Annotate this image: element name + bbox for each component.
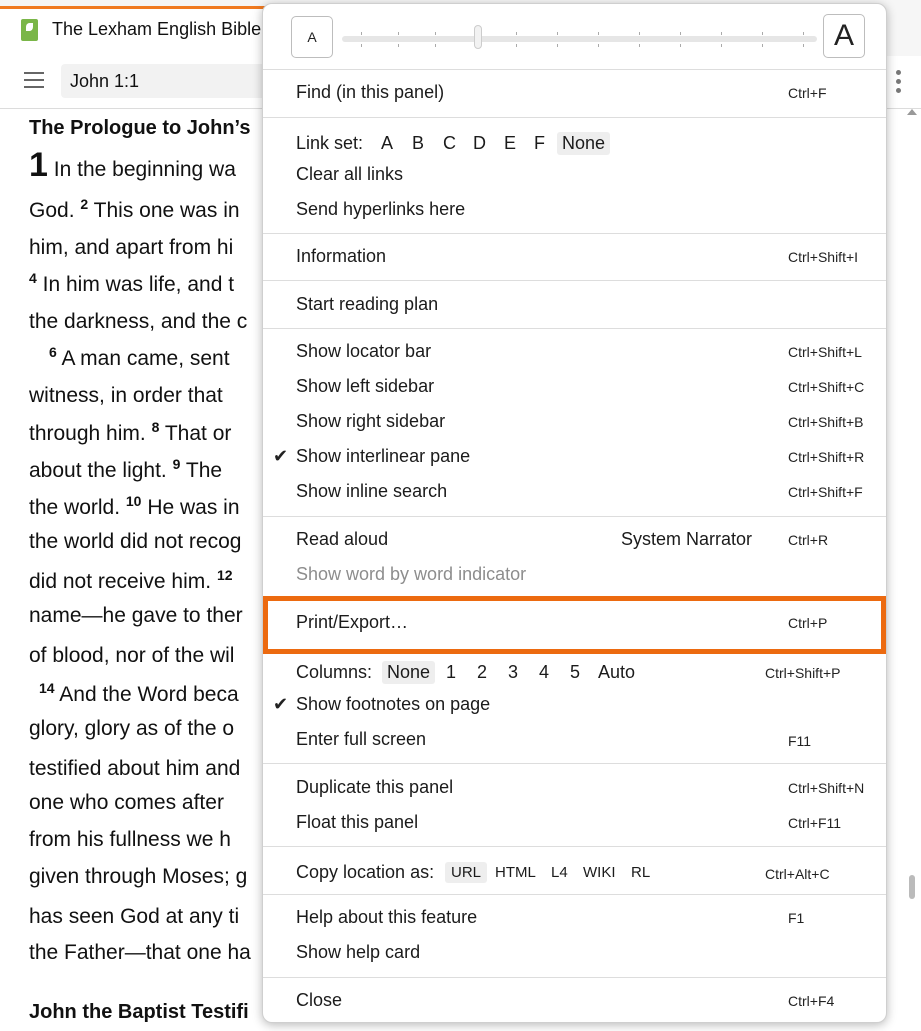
more-options-icon[interactable] bbox=[896, 70, 902, 94]
verse-text: through him. bbox=[29, 422, 146, 445]
shortcut-interlinear-pane: Ctrl+Shift+R bbox=[788, 449, 865, 465]
shortcut-close: Ctrl+F4 bbox=[788, 993, 835, 1009]
menu-duplicate-panel[interactable]: Duplicate this panel bbox=[296, 777, 454, 797]
verse-number[interactable]: 6 bbox=[49, 344, 57, 360]
verse-text: the Father—that one ha bbox=[29, 941, 251, 964]
verse-number[interactable]: 14 bbox=[39, 680, 55, 696]
menu-clear-links[interactable]: Clear all links bbox=[296, 164, 404, 184]
verse-text: testified about him and bbox=[29, 757, 241, 780]
scroll-up-icon[interactable] bbox=[907, 109, 917, 115]
checkmark-icon: ✔ bbox=[273, 694, 289, 714]
menu-locator-bar[interactable]: Show locator bar bbox=[296, 341, 432, 361]
link-set-option-f[interactable]: F bbox=[534, 133, 545, 153]
decrease-font-button[interactable]: A bbox=[291, 16, 333, 58]
print-export-highlight bbox=[263, 596, 886, 654]
menu-reading-plan[interactable]: Start reading plan bbox=[296, 294, 439, 314]
shortcut-copy-location: Ctrl+Alt+C bbox=[765, 866, 830, 882]
read-aloud-voice[interactable]: System Narrator bbox=[621, 529, 753, 549]
section-heading: John the Baptist Testifi bbox=[29, 1001, 249, 1023]
verse-text: name—he gave to ther bbox=[29, 604, 243, 627]
verse-number[interactable]: 9 bbox=[172, 456, 181, 472]
link-set-option-c[interactable]: C bbox=[443, 133, 456, 153]
copy-location-rl[interactable]: RL bbox=[631, 864, 651, 881]
shortcut-information: Ctrl+Shift+I bbox=[788, 249, 859, 265]
link-set-option-none[interactable]: None bbox=[557, 132, 610, 155]
verse-number[interactable]: 12 bbox=[216, 567, 233, 583]
panel-context-menu bbox=[262, 3, 887, 1023]
bible-book-icon bbox=[21, 19, 38, 41]
copy-location-url[interactable]: URL bbox=[445, 862, 487, 883]
shortcut-left-sidebar: Ctrl+Shift+C bbox=[788, 379, 865, 395]
verse-number[interactable]: 4 bbox=[29, 270, 37, 286]
menu-footnotes[interactable]: Show footnotes on page bbox=[296, 694, 491, 714]
menu-help-card[interactable]: Show help card bbox=[296, 942, 421, 962]
menu-help-feature[interactable]: Help about this feature bbox=[296, 907, 478, 927]
columns-option-none[interactable]: None bbox=[382, 661, 435, 684]
tab-title[interactable]: The Lexham English Bible bbox=[52, 19, 262, 39]
menu-close[interactable]: Close bbox=[296, 990, 343, 1010]
copy-location-label: Copy location as: bbox=[296, 862, 435, 882]
verse-number[interactable]: 8 bbox=[151, 419, 160, 435]
copy-location-l4[interactable]: L4 bbox=[551, 864, 568, 881]
shortcut-print-export: Ctrl+P bbox=[788, 615, 828, 631]
verse-text: of blood, nor of the wil bbox=[29, 644, 235, 667]
copy-location-wiki[interactable]: WIKI bbox=[583, 864, 616, 881]
verse-text: one who comes after bbox=[29, 791, 224, 814]
verse-text: That or bbox=[164, 422, 232, 445]
checkmark-icon: ✔ bbox=[273, 446, 289, 466]
shortcut-inline-search: Ctrl+Shift+F bbox=[788, 484, 863, 500]
menu-right-sidebar[interactable]: Show right sidebar bbox=[296, 411, 446, 431]
menu-left-sidebar[interactable]: Show left sidebar bbox=[296, 376, 435, 396]
columns-option-5[interactable]: 5 bbox=[570, 662, 581, 682]
section-heading: The Prologue to John’s bbox=[29, 117, 251, 139]
shortcut-help-feature: F1 bbox=[788, 910, 805, 926]
verse-text: glory, glory as of the o bbox=[29, 717, 235, 740]
verse-text: about the light. bbox=[29, 459, 167, 482]
menu-read-aloud[interactable]: Read aloud bbox=[296, 529, 389, 549]
verse-text: In the beginning wa bbox=[53, 158, 236, 181]
menu-icon[interactable] bbox=[24, 72, 44, 88]
link-set-option-e[interactable]: E bbox=[504, 133, 517, 153]
shortcut-right-sidebar: Ctrl+Shift+B bbox=[788, 414, 864, 430]
verse-text: witness, in order that bbox=[29, 384, 223, 407]
verse-number[interactable]: 2 bbox=[80, 196, 89, 212]
verse-text: the world did not recog bbox=[29, 530, 242, 553]
menu-print-export[interactable]: Print/Export… bbox=[296, 612, 409, 632]
shortcut-read-aloud: Ctrl+R bbox=[788, 532, 829, 548]
menu-interlinear-pane[interactable]: Show interlinear pane bbox=[296, 446, 471, 466]
verse-text: In him was life, and t bbox=[42, 273, 235, 296]
verse-text: The bbox=[185, 459, 223, 482]
font-size-slider[interactable] bbox=[342, 36, 817, 42]
verse-text: has seen God at any ti bbox=[29, 905, 240, 928]
chapter-number: 1 bbox=[29, 146, 48, 184]
shortcut-find: Ctrl+F bbox=[788, 85, 827, 101]
verse-text: did not receive him. bbox=[29, 570, 212, 593]
vertical-scrollbar[interactable] bbox=[907, 109, 917, 1029]
shortcut-full-screen: F11 bbox=[788, 733, 812, 749]
shortcut-duplicate-panel: Ctrl+Shift+N bbox=[788, 780, 865, 796]
menu-information[interactable]: Information bbox=[296, 246, 387, 266]
link-set-option-d[interactable]: D bbox=[473, 133, 486, 153]
scroll-thumb[interactable] bbox=[909, 875, 915, 899]
menu-full-screen[interactable]: Enter full screen bbox=[296, 729, 427, 749]
increase-font-button[interactable]: A bbox=[823, 14, 865, 58]
reference-text: John 1:1 bbox=[70, 71, 140, 91]
font-size-slider-thumb[interactable] bbox=[474, 25, 482, 49]
verse-text: the world. bbox=[29, 496, 121, 519]
verse-text: from his fullness we h bbox=[29, 828, 231, 851]
verse-text: He was in bbox=[147, 496, 240, 519]
verse-text: him, and apart from hi bbox=[29, 236, 234, 259]
link-set-option-a[interactable]: A bbox=[381, 133, 394, 153]
shortcut-columns: Ctrl+Shift+P bbox=[765, 665, 841, 681]
menu-inline-search[interactable]: Show inline search bbox=[296, 481, 448, 501]
verse-text: the darkness, and the c bbox=[29, 310, 248, 333]
columns-option-3[interactable]: 3 bbox=[508, 662, 519, 682]
shortcut-float-panel: Ctrl+F11 bbox=[788, 815, 842, 831]
menu-float-panel[interactable]: Float this panel bbox=[296, 812, 419, 832]
verse-text: A man came, sent bbox=[61, 347, 230, 370]
columns-option-auto[interactable]: Auto bbox=[598, 662, 636, 682]
columns-option-2[interactable]: 2 bbox=[477, 662, 488, 682]
verse-text: This one was in bbox=[93, 199, 240, 222]
menu-word-indicator: Show word by word indicator bbox=[296, 564, 527, 584]
link-set-option-b[interactable]: B bbox=[412, 133, 425, 153]
shortcut-locator-bar: Ctrl+Shift+L bbox=[788, 344, 862, 360]
menu-find[interactable]: Find (in this panel) bbox=[296, 82, 445, 102]
columns-label: Columns: bbox=[296, 662, 373, 682]
verse-text: And the Word beca bbox=[59, 683, 239, 706]
verse-text: given through Moses; g bbox=[29, 865, 248, 888]
copy-location-html[interactable]: HTML bbox=[495, 864, 536, 881]
link-set-label: Link set: bbox=[296, 133, 364, 153]
verse-text: God. bbox=[29, 199, 75, 222]
columns-option-1[interactable]: 1 bbox=[446, 662, 457, 682]
verse-number[interactable]: 10 bbox=[125, 493, 142, 509]
menu-send-hyperlinks[interactable]: Send hyperlinks here bbox=[296, 199, 466, 219]
columns-option-4[interactable]: 4 bbox=[539, 662, 550, 682]
